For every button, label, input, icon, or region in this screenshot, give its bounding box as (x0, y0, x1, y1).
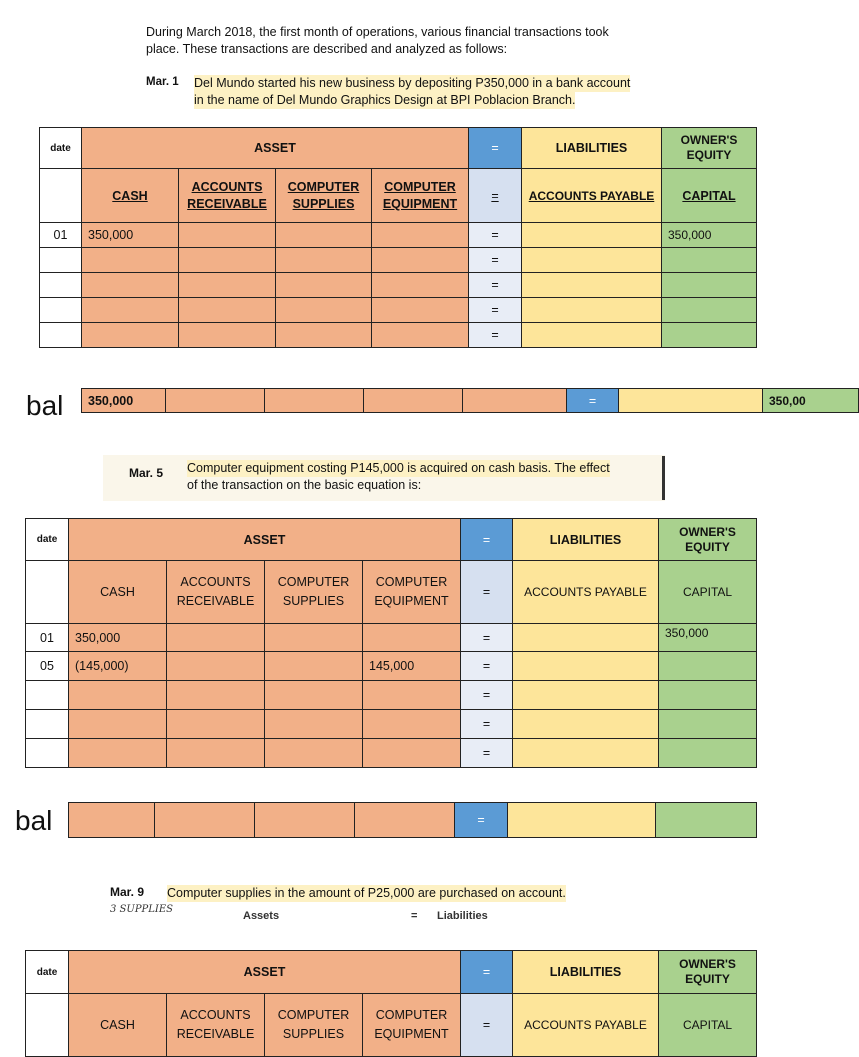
row-cs (276, 248, 372, 273)
date-subheader (40, 169, 82, 223)
row-ar (179, 223, 276, 248)
balance-equals: = (455, 803, 508, 838)
asset-header: ASSET (82, 128, 469, 169)
row-capital (662, 273, 757, 298)
tx3-partial-assets: Assets (243, 910, 280, 922)
row-capital (659, 739, 757, 768)
row-cash (82, 323, 179, 348)
owners-equity-header: OWNER'S EQUITY (662, 128, 757, 169)
accounts-receivable-header: ACCOUNTS RECEIVABLE (179, 169, 276, 223)
tx1-date: Mar. 1 (146, 76, 179, 88)
accounts-payable-header: ACCOUNTS PAYABLE (513, 561, 659, 624)
intro-line-1: During March 2018, the first month of operations, various financial transactions took (146, 25, 609, 39)
cash-header: CASH (82, 169, 179, 223)
balance-capital (656, 803, 757, 838)
row-date (26, 710, 69, 739)
row-cs (265, 710, 363, 739)
row-date (26, 681, 69, 710)
accounts-receivable-header: ACCOUNTS RECEIVABLE (167, 994, 265, 1057)
row-cash (82, 298, 179, 323)
owners-equity-header: OWNER'S EQUITY (659, 519, 757, 561)
row-ar (179, 248, 276, 273)
row-cash: 350,000 (82, 223, 179, 248)
row-ce: 145,000 (363, 652, 461, 681)
table-row (40, 298, 757, 323)
row-ap (522, 248, 662, 273)
row-equals: = (469, 223, 522, 248)
row-ar (179, 298, 276, 323)
balance-equals: = (567, 389, 619, 413)
table-row (26, 652, 757, 681)
row-date (26, 739, 69, 768)
equals-header: = (469, 128, 522, 169)
row-cs (265, 652, 363, 681)
row-ce (363, 681, 461, 710)
capital-header: CAPITAL (662, 169, 757, 223)
tx2-scan-edge (662, 456, 665, 500)
liabilities-header: LIABILITIES (513, 519, 659, 561)
equals-header: = (461, 951, 513, 994)
liabilities-header: LIABILITIES (522, 128, 662, 169)
balance-ar (166, 389, 265, 413)
row-ap (522, 323, 662, 348)
row-equals: = (469, 298, 522, 323)
row-ap (513, 739, 659, 768)
row-cash: (145,000) (69, 652, 167, 681)
row-ar (167, 710, 265, 739)
balance-ce (355, 803, 455, 838)
row-equals: = (469, 323, 522, 348)
row-ar (167, 624, 265, 652)
balance-extra (463, 389, 567, 413)
computer-supplies-header: COMPUTER SUPPLIES (265, 561, 363, 624)
row-cs (276, 223, 372, 248)
table-row (26, 710, 757, 739)
date-header: date (26, 519, 69, 561)
row-cash (69, 681, 167, 710)
row-cash (69, 710, 167, 739)
balance-row-2 (68, 802, 757, 838)
date-subheader (26, 561, 69, 624)
row-capital (662, 323, 757, 348)
row-capital: 350,000 (659, 624, 757, 652)
row-date: 01 (40, 223, 82, 248)
capital-header: CAPITAL (659, 994, 757, 1057)
equation-table-1 (39, 127, 757, 348)
row-ap (522, 223, 662, 248)
table-row (26, 681, 757, 710)
row-cash (82, 273, 179, 298)
balance-capital: 350,00 (763, 389, 859, 413)
tx2-date: Mar. 5 (129, 466, 164, 480)
row-ap (513, 710, 659, 739)
row-date (40, 248, 82, 273)
row-ar (179, 273, 276, 298)
accounts-payable-header: ACCOUNTS PAYABLE (522, 169, 662, 223)
date-header: date (40, 128, 82, 169)
date-header: date (26, 951, 69, 994)
balance-cash (69, 803, 155, 838)
row-ce (372, 273, 469, 298)
balance-ap (619, 389, 763, 413)
row-date (40, 298, 82, 323)
computer-equipment-header: COMPUTER EQUIPMENT (363, 994, 461, 1057)
row-capital (659, 652, 757, 681)
cash-header: CASH (69, 561, 167, 624)
row-cs (265, 739, 363, 768)
table-row (26, 739, 757, 768)
row-equals: = (461, 739, 513, 768)
asset-header: ASSET (69, 519, 461, 561)
row-ce (372, 298, 469, 323)
row-equals: = (461, 624, 513, 652)
equation-table-2 (25, 518, 757, 768)
balance-cash: 350,000 (82, 389, 166, 413)
balance-row-1 (81, 388, 859, 413)
balance-ap (508, 803, 656, 838)
table-row (40, 323, 757, 348)
row-date (40, 323, 82, 348)
row-cash: 350,000 (69, 624, 167, 652)
row-equals: = (461, 652, 513, 681)
capital-header: CAPITAL (659, 561, 757, 624)
row-cash (69, 739, 167, 768)
tx3-date: Mar. 9 (110, 885, 145, 899)
tx3-partial-liabilities: Liabilities (437, 910, 488, 922)
row-ar (167, 652, 265, 681)
row-date: 05 (26, 652, 69, 681)
row-ce (363, 710, 461, 739)
row-equals: = (461, 681, 513, 710)
computer-equipment-header: COMPUTER EQUIPMENT (363, 561, 461, 624)
tx2-line-1: Computer equipment costing P145,000 is acquired on cash basis. The effect (187, 461, 610, 475)
row-date (40, 273, 82, 298)
row-equals: = (469, 273, 522, 298)
row-ar (167, 739, 265, 768)
tx1-line-1: Del Mundo started his new business by depositing P350,000 in a bank account (194, 76, 631, 90)
equals-header: = (461, 519, 513, 561)
row-cs (276, 273, 372, 298)
computer-supplies-header: COMPUTER SUPPLIES (276, 169, 372, 223)
computer-equipment-header: COMPUTER EQUIPMENT (372, 169, 469, 223)
row-capital: 350,000 (662, 223, 757, 248)
balance-label-1: bal (26, 390, 64, 421)
row-date: 01 (26, 624, 69, 652)
row-ce (363, 624, 461, 652)
equation-table-3 (25, 950, 757, 1057)
row-ce (372, 223, 469, 248)
table-row (40, 273, 757, 298)
owners-equity-header: OWNER'S EQUITY (659, 951, 757, 994)
equation-table-3-clip (25, 950, 757, 1041)
row-cs (276, 298, 372, 323)
row-ap (513, 652, 659, 681)
row-capital (659, 681, 757, 710)
tx1-line-2: in the name of Del Mundo Graphics Design at BPI Poblacion Branch. (194, 93, 576, 107)
accounts-payable-header: ACCOUNTS PAYABLE (513, 994, 659, 1057)
row-cash (82, 248, 179, 273)
equals-subheader: = (461, 561, 513, 624)
row-ar (179, 323, 276, 348)
intro-line-2: place. These transactions are described and analyzed as follows: (146, 42, 508, 56)
balance-ce (364, 389, 463, 413)
row-capital (662, 298, 757, 323)
row-ap (522, 273, 662, 298)
row-ap (513, 624, 659, 652)
tx3-handwritten-note: 3 SUPPLIES (110, 904, 174, 915)
liabilities-header: LIABILITIES (513, 951, 659, 994)
cash-header: CASH (69, 994, 167, 1057)
table-row (26, 624, 757, 652)
equals-subheader: = (469, 169, 522, 223)
equals-subheader: = (461, 994, 513, 1057)
row-ce (372, 248, 469, 273)
row-ap (522, 298, 662, 323)
asset-header: ASSET (69, 951, 461, 994)
table-row (40, 223, 757, 248)
computer-supplies-header: COMPUTER SUPPLIES (265, 994, 363, 1057)
row-capital (659, 710, 757, 739)
balance-cs (265, 389, 364, 413)
row-cs (276, 323, 372, 348)
tx2-line-2: of the transaction on the basic equation is: (187, 478, 422, 492)
tx3-line-1: Computer supplies in the amount of P25,000 are purchased on account. (167, 886, 566, 900)
row-ce (372, 323, 469, 348)
row-ar (167, 681, 265, 710)
date-subheader (26, 994, 69, 1057)
row-cs (265, 624, 363, 652)
row-ap (513, 681, 659, 710)
tx3-partial-eq: = (411, 910, 418, 922)
balance-label-2: bal (15, 805, 53, 836)
row-capital (662, 248, 757, 273)
row-ce (363, 739, 461, 768)
row-equals: = (469, 248, 522, 273)
table-row (40, 248, 757, 273)
balance-cs (255, 803, 355, 838)
row-equals: = (461, 710, 513, 739)
balance-ar (155, 803, 255, 838)
accounts-receivable-header: ACCOUNTS RECEIVABLE (167, 561, 265, 624)
row-cs (265, 681, 363, 710)
